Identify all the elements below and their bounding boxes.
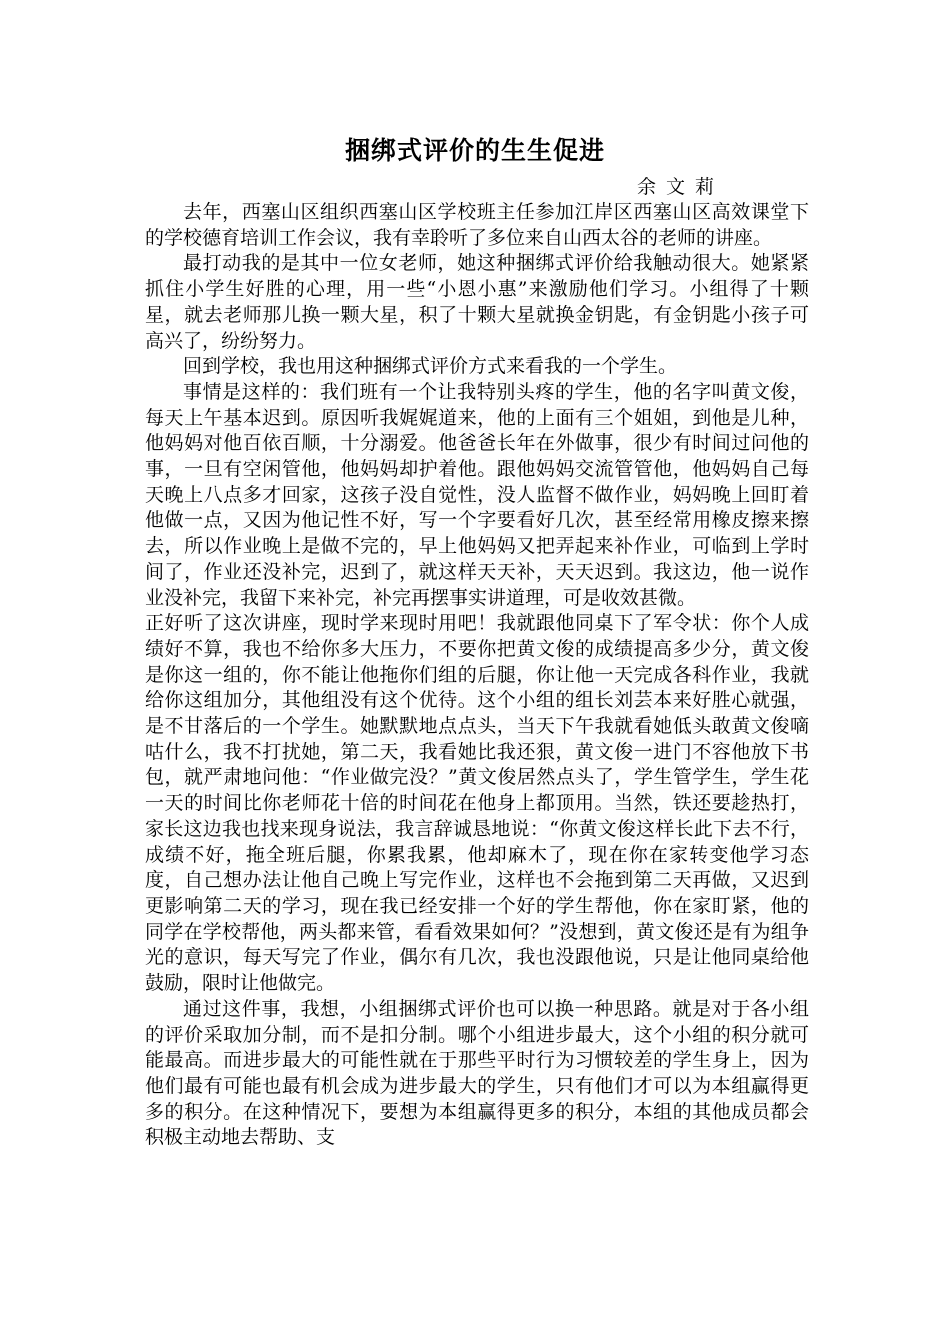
document-body [145, 200, 809, 1151]
paragraph: 正好听了这次讲座，现时学来现时用吧！我就跟他同桌下了军令状：你个人成绩好不算，我也不给你多大压力，不要你把黄文俊的成绩提高多少分，黄文俊是你这一组的，你不能让他拖你们组的后腿，你让他一天完成各科作业，我就给你这组加分，其他组没有这个优待。这个小组的组长刘芸本来好胜心就强，是不甘落后的一个学生。她默默地点点头，当天下午我就看她低头敢黄文俊嘀咕什么，我不打扰她，第二天，我看她比我还狠，黄文俊一进门不容他放下书包，就严肃地问他：“作业做完没？”黄文俊居然点头了，学生管学生，学生花一天的时间比你老师花十倍的时间花在他身上都顶用。当然，铁还要趁热打，家长这边我也找来现身说法，我言辞诚恳地说：“你黄文俊这样长此下去不行，成绩不好，拖全班后腿，你累我累，他却麻木了，现在你在家转变他学习态度，自己想办法让他自己晚上写完作业，这样也不会拖到第二天再做，又迟到更影响第二天的学习，现在我已经安排一个好的学生帮他，你在家盯紧，他的同学在学校帮他，两头都来管，看看效果如何？”没想到，黄文俊还是有为组争光的意识，每天写完了作业，偶尔有几次，我也没跟他说，只是让他同桌给他鼓励，限时让他做完。 [145, 612, 809, 995]
paragraph: 最打动我的是其中一位女老师，她这种捆绑式评价给我触动很大。她紧紧抓住小学生好胜的心理，用一些“小恩小惠”来激励他们学习。小组得了十颗星，就去老师那儿换一颗大星，积了十颗大星就换金钥匙，有金钥匙小孩子可高兴了，纷纷努力。 [145, 252, 809, 352]
paragraph: 去年，西塞山区组织西塞山区学校班主任参加江岸区西塞山区高效课堂下的学校德育培训工作会议，我有幸聆听了多位来自山西太谷的老师的讲座。 [145, 201, 809, 249]
paragraph: 回到学校，我也用这种捆绑式评价方式来看我的一个学生。 [183, 355, 678, 378]
author-name: 余文莉 [637, 176, 725, 198]
paragraph: 事情是这样的：我们班有一个让我特别头疼的学生，他的名字叫黄文俊，每天上午基本迟到。原因听我娓娓道来，他的上面有三个姐姐，到他是儿种，他妈妈对他百依百顺，十分溺爱。他爸爸长年在外做事，很少有时间过问他的事，一旦有空闲管他，他妈妈却护着他。跟他妈妈交流管管他，他妈妈自己每天晚上八点多才回家，这孩子没自觉性，没人监督不做作业，妈妈晚上回盯着他做一点，又因为他记性不好，写一个字要看好几次，甚至经常用橡皮擦来擦去，所以作业晚上是做不完的，早上他妈妈又把弄起来补作业，可临到上学时间了，作业还没补完，迟到了，就这样天天补，天天迟到。我这边，他一说作业没补完，我留下来补完，补完再摆事实讲道理，可是收效甚微。 [145, 380, 809, 609]
paragraph: 通过这件事，我想，小组捆绑式评价也可以换一种思路。就是对于各小组的评价采取加分制，而不是扣分制。哪个小组进步最大，这个小组的积分就可能最高。而进步最大的可能性就在于那些平时行为习惯较差的学生身上，因为他们最有可能也最有机会成为进步最大的学生，只有他们才可以为本组赢得更多的积分。在这种情况下，要想为本组赢得更多的积分，本组的其他成员都会积极主动地去帮助、支 [145, 997, 809, 1149]
document-title: 捆绑式评价的生生促进 [344, 136, 605, 165]
